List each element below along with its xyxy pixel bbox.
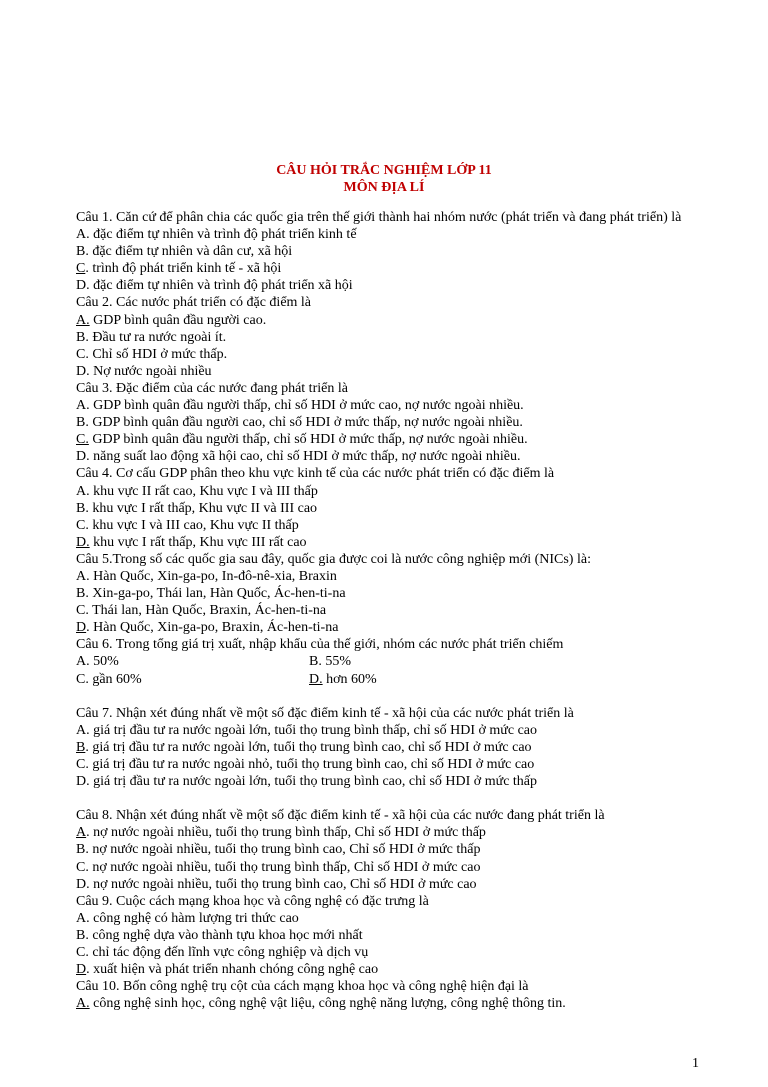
- option-text: . nợ nước ngoài nhiều, tuổi thọ trung bình thấp, Chỉ số HDI ở mức thấp: [86, 825, 486, 841]
- document-subject: MÔN ĐỊA LÍ: [343, 180, 425, 195]
- answer-option: [76, 944, 706, 961]
- option-text: GDP bình quân đầu người thấp, chỉ số HDI ở mức thấp, nợ nước ngoài nhiều.: [88, 432, 528, 448]
- option-text: . Hàn Quốc, Xin-ga-po, In-đô-nê-xia, Braxin: [86, 568, 337, 584]
- question-stem: [76, 465, 706, 482]
- question-stem: [76, 705, 706, 722]
- question-stem: [76, 294, 706, 311]
- option-text: . Xin-ga-po, Thái lan, Hàn Quốc, Ác-hen-ti-na: [85, 586, 346, 602]
- option-letter: A: [76, 910, 87, 926]
- answer-option: [76, 517, 706, 534]
- blank-line: [76, 790, 706, 807]
- option-text: . gần 60%: [85, 671, 142, 687]
- question-stem: [76, 978, 706, 995]
- option-letter: B: [76, 739, 86, 755]
- option-letter: B: [309, 654, 319, 670]
- option-letter: D: [76, 363, 87, 379]
- option-letter: A: [76, 568, 87, 584]
- answer-option: [76, 602, 706, 619]
- option-text: . công nghệ dựa vào thành tựu khoa học mới nhất: [85, 927, 363, 943]
- option-text: . chỉ tác động đến lĩnh vực công nghiệp và dịch vụ: [85, 945, 369, 961]
- option-text: . khu vực II rất cao, Khu vực I và III thấp: [86, 483, 318, 499]
- option-letter: D: [76, 449, 87, 465]
- option-text: khu vực I rất thấp, Khu vực III rất cao: [89, 534, 307, 550]
- option-text: . công nghệ có hàm lượng tri thức cao: [86, 910, 299, 926]
- option-text: . giá trị đầu tư ra nước ngoài nhỏ, tuổi thọ trung bình cao, chỉ số HDI ở mức cao: [85, 757, 535, 772]
- option-letter: D.: [309, 671, 323, 687]
- option-letter: A.: [76, 312, 90, 328]
- option-text: . GDP bình quân đầu người cao, chỉ số HDI ở mức thấp, nợ nước ngoài nhiều.: [85, 415, 523, 431]
- answer-option: [76, 431, 706, 448]
- answer-option: [76, 414, 706, 431]
- answer-option: [76, 346, 706, 363]
- option-text: . GDP bình quân đầu người thấp, chỉ số HDI ở mức cao, nợ nước ngoài nhiều.: [86, 398, 524, 414]
- option-letter: A: [76, 483, 87, 499]
- answer-option: [76, 824, 706, 841]
- answer-option: [76, 859, 706, 876]
- option-text: . nợ nước ngoài nhiều, tuổi thọ trung bình cao, Chỉ số HDI ở mức thấp: [85, 842, 481, 858]
- question-text: Câu 1. Căn cứ để phân chia các quốc gia trên thế giới thành hai nhóm nước (phát triển và đang phát triển) là: [76, 210, 682, 225]
- answer-option: [76, 927, 706, 944]
- answer-option: [76, 961, 706, 978]
- option-letter: A: [76, 398, 87, 414]
- question-stem: [76, 807, 706, 824]
- option-text: . Hàn Quốc, Xin-ga-po, Braxin, Ác-hen-ti-na: [86, 620, 339, 636]
- option-letter: D: [76, 774, 87, 790]
- question-stem: [76, 893, 706, 910]
- option-letter: C: [76, 945, 86, 961]
- question-text: Câu 4. Cơ cấu GDP phân theo khu vực kinh tế của các nước phát triển có đặc điểm là: [76, 466, 555, 482]
- question-text: Câu 10. Bốn công nghệ trụ cột của cách mạng khoa học và công nghệ hiện đại là: [76, 979, 529, 995]
- answer-option: [76, 671, 706, 688]
- option-text: GDP bình quân đầu người cao.: [89, 312, 267, 328]
- option-text: . Nợ nước ngoài nhiều: [86, 363, 212, 379]
- option-letter: C: [76, 671, 86, 687]
- option-text: . khu vực I và III cao, Khu vực II thấp: [85, 517, 299, 533]
- option-text: . 55%: [318, 654, 352, 670]
- option-text: . đặc điểm tự nhiên và trình độ phát triển xã hội: [86, 278, 353, 294]
- question-text: Câu 3. Đặc điểm của các nước đang phát triển là: [76, 380, 348, 396]
- answer-option: [76, 841, 706, 858]
- document-title: CÂU HỎI TRẮC NGHIỆM LỚP 11: [276, 163, 492, 178]
- page-number: 1: [692, 1056, 699, 1071]
- option-letter: D: [76, 278, 87, 294]
- option-letter: C: [76, 859, 86, 875]
- option-letter: C: [76, 757, 86, 772]
- answer-option: [76, 277, 706, 294]
- blank-line: [76, 688, 706, 705]
- answer-option: [76, 756, 706, 773]
- answer-option: [76, 329, 706, 346]
- option-letter: A: [76, 654, 87, 670]
- answer-option: [76, 995, 706, 1012]
- question-stem: [76, 636, 706, 653]
- option-text: . trình độ phát triển kinh tế - xã hội: [85, 261, 282, 277]
- option-letter: B: [76, 927, 86, 943]
- option-text: công nghệ sinh học, công nghệ vật liệu, công nghệ năng lượng, công nghệ thông tin.: [89, 996, 566, 1012]
- option-text: . nợ nước ngoài nhiều, tuổi thọ trung bình cao, Chỉ số HDI ở mức cao: [86, 876, 477, 892]
- question-text: Câu 9. Cuộc cách mạng khoa học và công nghệ có đặc trưng là: [76, 893, 429, 909]
- option-text: . nợ nước ngoài nhiều, tuổi thọ trung bình thấp, Chỉ số HDI ở mức cao: [85, 859, 481, 875]
- option-letter: B: [76, 329, 86, 345]
- option-column: [309, 671, 377, 688]
- answer-option: [76, 483, 706, 500]
- option-text: . khu vực I rất thấp, Khu vực II và III cao: [85, 500, 318, 516]
- option-letter: C.: [76, 432, 89, 448]
- option-text: . giá trị đầu tư ra nước ngoài lớn, tuổi thọ trung bình thấp, chỉ số HDI ở mức cao: [86, 722, 538, 738]
- option-text: . giá trị đầu tư ra nước ngoài lớn, tuổi thọ trung bình cao, chỉ số HDI ở mức cao: [85, 739, 532, 755]
- answer-option: [76, 260, 706, 277]
- answer-option: [76, 243, 706, 260]
- option-text: . Đầu tư ra nước ngoài ít.: [85, 329, 227, 345]
- option-letter: C: [76, 261, 86, 277]
- option-column: [76, 671, 309, 688]
- question-list: [76, 209, 706, 1012]
- option-letter: D: [76, 620, 87, 636]
- option-letter: B: [76, 500, 86, 516]
- option-letter: A: [76, 825, 87, 841]
- answer-option: [76, 500, 706, 517]
- option-letter: B: [76, 244, 86, 260]
- option-text: . giá trị đầu tư ra nước ngoài lớn, tuổi thọ trung bình cao, chỉ số HDI ở mức thấp: [86, 774, 538, 790]
- option-text: . đặc điểm tự nhiên và trình độ phát triển kinh tế: [86, 227, 357, 243]
- option-text: . xuất hiện và phát triển nhanh chóng công nghệ cao: [86, 962, 379, 978]
- answer-option: [76, 619, 706, 636]
- option-text: . năng suất lao động xã hội cao, chỉ số HDI ở mức thấp, nợ nước ngoài nhiều.: [86, 449, 521, 465]
- answer-option: [76, 585, 706, 602]
- option-letter: B: [76, 842, 86, 858]
- answer-option: [76, 773, 706, 790]
- answer-option: [76, 653, 706, 670]
- option-text: . đặc điểm tự nhiên và dân cư, xã hội: [85, 244, 293, 260]
- answer-option: [76, 910, 706, 927]
- option-column: [76, 653, 309, 670]
- option-letter: A: [76, 227, 87, 243]
- option-text: hơn 60%: [322, 671, 377, 687]
- question-text: Câu 7. Nhận xét đúng nhất về một số đặc điểm kinh tế - xã hội của các nước phát triển là: [76, 705, 574, 721]
- option-letter: A.: [76, 996, 90, 1012]
- option-letter: A: [76, 722, 87, 738]
- option-letter: D: [76, 876, 87, 892]
- option-letter: B: [76, 586, 86, 602]
- answer-option: [76, 876, 706, 893]
- option-letter: C: [76, 346, 86, 362]
- question-text: Câu 2. Các nước phát triển có đặc điểm là: [76, 295, 312, 311]
- option-letter: B: [76, 415, 86, 431]
- answer-option: [76, 568, 706, 585]
- answer-option: [76, 534, 706, 551]
- option-column: [309, 653, 351, 670]
- option-text: . Chỉ số HDI ở mức thấp.: [85, 346, 228, 362]
- option-text: . 50%: [86, 654, 119, 670]
- option-letter: D: [76, 962, 87, 978]
- answer-option: [76, 312, 706, 329]
- option-text: . Thái lan, Hàn Quốc, Braxin, Ác-hen-ti-na: [85, 603, 327, 619]
- option-letter: D.: [76, 534, 90, 550]
- question-text: Câu 8. Nhận xét đúng nhất về một số đặc điểm kinh tế - xã hội của các nước đang phát triển là: [76, 808, 605, 824]
- answer-option: [76, 226, 706, 243]
- question-stem: [76, 209, 706, 226]
- question-stem: [76, 551, 706, 568]
- answer-option: [76, 722, 706, 739]
- option-letter: C: [76, 603, 86, 619]
- answer-option: [76, 448, 706, 465]
- question-text: Câu 6. Trong tổng giá trị xuất, nhập khẩu của thế giới, nhóm các nước phát triển chiếm: [76, 637, 564, 653]
- answer-option: [76, 397, 706, 414]
- answer-option: [76, 739, 706, 756]
- option-letter: C: [76, 517, 86, 533]
- question-text: Câu 5.Trong số các quốc gia sau đây, quốc gia được coi là nước công nghiệp mới (NICs) là:: [76, 551, 591, 567]
- question-stem: [76, 380, 706, 397]
- answer-option: [76, 363, 706, 380]
